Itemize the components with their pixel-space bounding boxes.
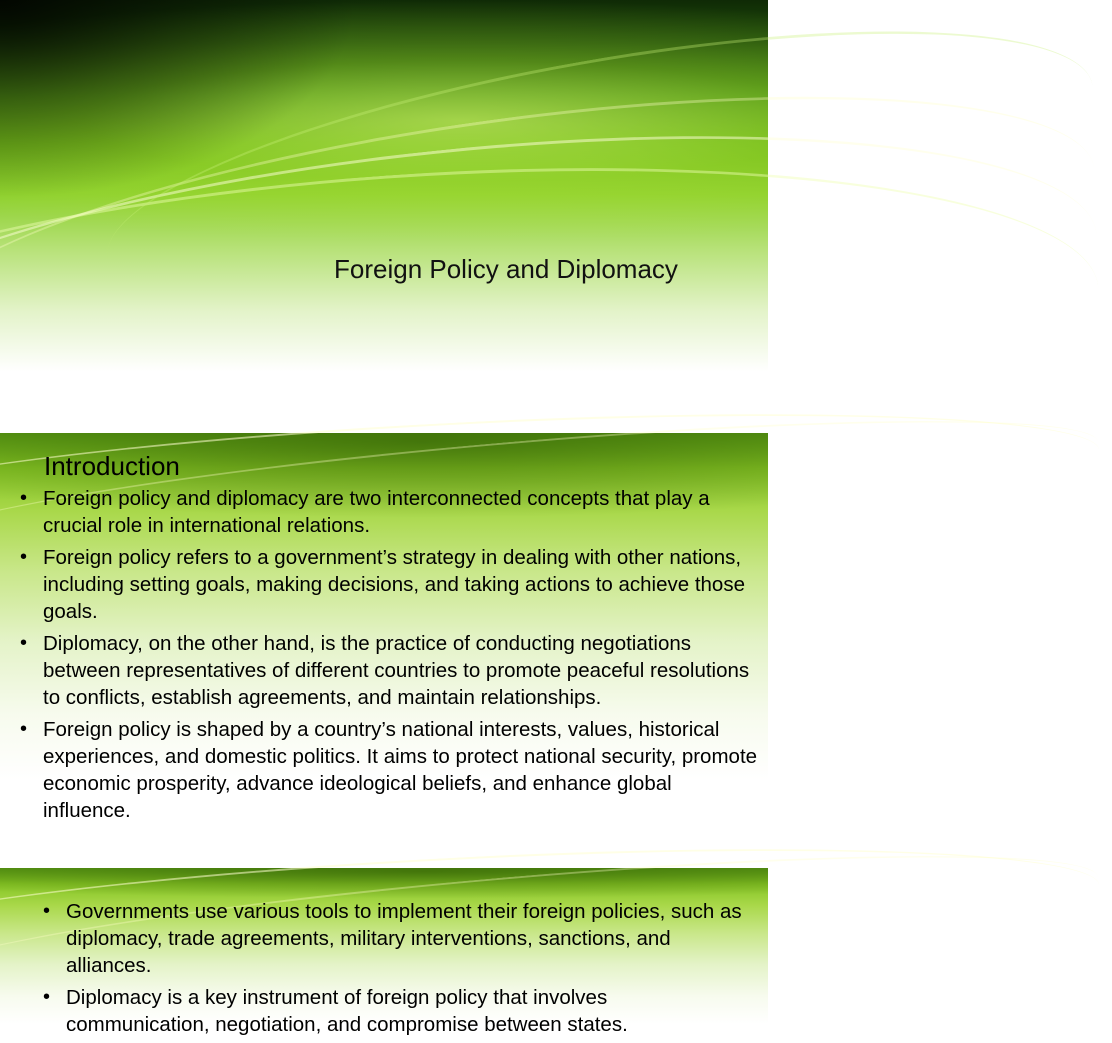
bullet-item — [20, 716, 762, 824]
slide-2-introduction — [0, 433, 768, 867]
bullet-item — [20, 485, 762, 539]
slide-3-content — [0, 868, 768, 1036]
bullet-item — [20, 630, 762, 711]
bullet-marker: • — [43, 986, 51, 1008]
bullet-item — [20, 544, 762, 625]
slide-1-title — [0, 0, 768, 432]
bullet-marker: • — [20, 487, 28, 509]
bullet-list — [43, 898, 743, 1043]
background-shade — [0, 0, 360, 200]
bullet-text: Governments use various tools to implement their foreign policies, such as diplomacy, trade agreements, military interventions, sanctions, and alliances. — [66, 900, 742, 977]
bullet-text: Foreign policy and diplomacy are two interconnected concepts that play a crucial role in international relations. — [43, 487, 710, 537]
bullet-text: Foreign policy refers to a government’s strategy in dealing with other nations, including setting goals, making decisions, and taking actions to achieve those goals. — [43, 546, 745, 623]
bullet-list — [20, 485, 762, 829]
bullet-text: Foreign policy is shaped by a country’s national interests, values, historical experiences, and domestic politics. It aims to protect national security, promote economic prosperity, advance ideological beliefs, and enhance global influence. — [43, 718, 758, 822]
bullet-text: Diplomacy is a key instrument of foreign policy that involves communication, negotiation, and compromise between states. — [66, 986, 628, 1036]
bullet-text: Diplomacy, on the other hand, is the practice of conducting negotiations between representatives of different countries to promote peaceful resolutions to conflicts, establish agreements, and maintain relationships. — [43, 632, 750, 709]
bullet-item — [43, 984, 743, 1038]
bullet-marker: • — [20, 718, 28, 740]
bullet-marker: • — [20, 632, 28, 654]
slide-title: Foreign Policy and Diplomacy — [334, 254, 678, 284]
bullet-item — [43, 898, 743, 979]
bullet-marker: • — [43, 900, 51, 922]
bullet-marker: • — [20, 546, 28, 568]
section-heading: Introduction — [44, 451, 180, 481]
